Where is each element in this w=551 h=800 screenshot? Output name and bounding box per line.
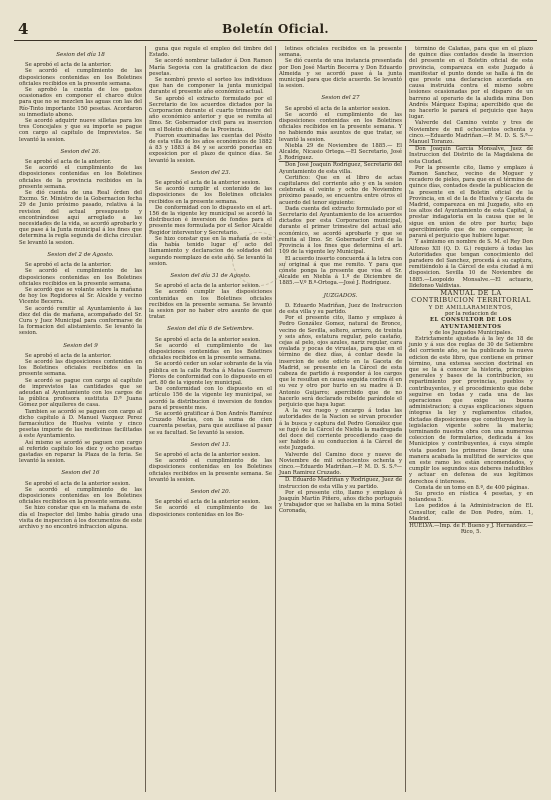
paragraph: Se acordó gratificar á Don Andrés Ramírez Cruzado Macías, con la suma de cien cuarenta pesetas, para que auxiliase al pasar se su facultad. Se levantó la sesion. [149,410,272,436]
paragraph: Se hizo constar que en la mañana de este día el Inspector del limbo había girado una visita de inspeccion á los documentos de este archivo y no encontró infraccion alguna. [19,505,142,531]
columns-container [16,46,537,792]
paragraph: Se aprobó el acta de la anterior. [25,159,112,166]
paragraph: El acuerdo inserto concuerda á la letra con su original á que me remito. Y para que conste ponga la presente que visa el Sr. Alcalde en Niebla á 1.º de Diciembre de 1885.—V.º B.º-Ortega.—José J. Rodríguez. [279,255,402,287]
section-heading: Sesion del 27 [321,95,360,102]
paragraph: D. Eduardo Madriñan y Rodríguez, Juez de instruccion de esta villa y su partido. [279,477,402,490]
paragraph: Así mismo se acordó se paguen con cargo al referido capítulo los diez y ocho pesetas gastadas en reparar la Plaza de la feria. Se levantó la sesion. [19,439,142,465]
paragraph: Valverde del Camino veinte y tres de Noviembre de mil ochocientos ochenta y cinco.—Eduardo Madriñan.—P. M. D. S. S.ª—Manuel Toranzo. [409,120,533,146]
section-heading: Sesion del 16 [61,470,100,477]
section-heading: JUZGADOS. [323,292,358,299]
page-number: 4 [18,20,29,38]
paragraph: Certifico: Que en el libro de actas capitulares del corriente año y en la sesion celebrada el veinte y ocho de Noviembre próximo pasado, se encuentra entre otros el acuerdo del tenor siguiente: [279,174,402,206]
section-heading: Sesion del 23. [190,169,231,176]
section-heading: Sesion del 20. [190,489,231,495]
column-2 [146,46,276,792]
paragraph: letines oficiales recibidos en la presente semana. [279,46,402,59]
paragraph: Se acordó el cumplimiento de las disposiciones contenidas en los Boletines oficiales recibidos en la presente semana. [19,68,142,87]
publication-title: Boletín Oficial. [222,22,329,36]
paragraph: Se acordó el cumplimiento de las disposiciones contenidas en los Boletines oficiales recibidos en la presente semana. Y no habiendo más asuntos de que tratar, se levantó la sesion. [279,111,402,143]
paragraph: Se aprobó el acta de la anterior. [25,262,112,269]
paragraph: Se aprobó el acta de la anterior sesion. [155,499,261,506]
paragraph: Por el presente cito, llamo y emplazo á Joaquín Martín Piñero, años dicho portugués y trabajador que se hallaba en la mina Sotiel Coronada, [279,489,402,515]
column-1 [16,46,146,792]
paragraph: Se acordó el cumplimiento de las disposiciones contenidas en los Boletines oficiales recibidos en la presente semana. [19,486,142,506]
section-heading: Sesion del día 18 [56,52,105,58]
paragraph: Se acordó se pague con cargo al capítulo de imprevistos las cantidades que se adeudan al Ayuntamiento con los cargos de la pública profesora sustituta D.ª Juana Gómez por alquileres de casa. [19,377,142,409]
paragraph: Se aprobó el acta de la anterior. [25,352,112,359]
centered-line: y de los Juzgados Municipales. [429,329,513,336]
paragraph: Se aprobó el acta de la anterior sesion. [155,451,261,458]
paragraph: Don Joaquín García Monsalve, Juez de Instruccion del Distrito de la Magdalena de esta Ciudad. [409,146,533,165]
paragraph: Se acordó el cumplimiento de las disposiciones contenidas en los Boletines oficiales de la provincia recibidos en la presente semana. [19,165,142,190]
paragraph: Tambien se acordó se paguen con cargo al dicho capítulo á D. Manuel Vazquez Perez farmacéutico de Huelva veinte y cinco pesetas importe de las medicinas facilitadas á este Ayuntamiento. [19,408,142,440]
centered-line: CONTRIBUCION TERRITORIAL [411,296,531,305]
paragraph: Estrictamente ajustada á la ley de 18 de junio y á sus dos reglas de 30 de Setiembre del corriente año, se ha publicado la nueva edicion de este libro, que contiene en primer término, una extensa seccion doctrinal en que se la á conocer la historia, principios generales y bases de la contribucion, su repartimiento por provincias, pueblos y contribuyentes, y el procedimiento que debe seguirse en todas y cada una de las operaciones que exige su buena administracion; á cuyas explicaciones siguen íntegras la ley y reglamentos citados, dictadas disposiciones que constituyen hoy la legislacion vigente sobre la materia; terminando nuestra obra con una numerosa coleccion de formularios, dedicada á los Municipios y contribuyentes, á cuya simple vista pueden los primeros llenar de una manera acabada la multitud de servicios que en este ramo les están encomendados, y cumplir los segundos sus deberes ineludibles y actuar en defensa de sus legítimos derechos é intereses. [409,335,533,485]
paragraph: Niebla 29 de Noviembre de 1885.— El Alcalde, Nicasio Ortega.—El Secretario, José J. Rodríguez. [279,142,402,162]
paragraph: Se aprobó el acta de la anterior sesion. [155,283,261,290]
paragraph: Dada cuenta del extracto formulado por el Secretario del Ayuntamiento de los acuerdos dictados por esta Corporacion municipal, durante el primer trimestre del actual año económico, se acordó aprobarle y que se remita al Ilmo. Sr. Gobernador Civil de la Provincia á los fines que determina el art. 109 de la vigente ley Municipal. [279,205,402,256]
paragraph: Se aprobó el acta de la anterior sesion. [155,336,261,343]
paragraph: Se dió cuenta de una instancia presentada por Don José Martín Becerra y Don Eduardo Almeida y se acordó pase á la junta municipal para que dicte acuerdo. Se levantó la sesion. [279,58,402,90]
paragraph: Los pedidos á la Administracion de EL Consultor, calle de Don Pedro, núm. 1, Madrid. [409,503,533,522]
paragraph: Se acordó el cumplimiento de las disposiciones contenidas en los Boletines oficiales recibidos en la presente semana. [19,268,142,287]
paragraph: Se acordó el cumplimiento de las disposiciones contenidas en los Bo- [149,505,272,518]
paragraph: Se aprobó el extracto formulado por el Secretario de los acuerdos dictados por la Corporacion durante el cuarto trimestre del año económico anterior y que se remita al Ilmo. Sr. Gobernador civil para su insercion en el Boletin oficial de la Provincia. [149,95,272,133]
paragraph: Se aprobó el acta de la anterior sesion. [285,105,391,112]
paragraph: Don José Joaquín Rodríguez, Secretario del Ayuntamiento de esta villa. [279,162,402,175]
paragraph: Valverde del Camino doce y nueve de Noviembre de mil ochocientos ochenta y cinco.—Eduardo Madriñan.—P. M. D. S. S.ª—Juan Ramirez Cruzado. [279,451,402,477]
paragraph: Fueron examinadas las cuentas del Pósito de esta villa de los años económicos de 1882 á 83 y 1883 á 84 y se acordó ponerlas en exposicion por el plazo de quince días. Se levantó la sesion. [149,132,272,164]
paragraph: Se acordó el cumplimiento de las disposiciones contenidas en los Boletines oficiales recibidos en la presente semana. [149,342,272,362]
paragraph: Se acordó que se volante sobre la mañana de hoy los Regidores al Sr. Alcalde y vecino Vicente Becerra. [19,286,142,306]
paragraph: Se hizo constar que en la mañana de este día había tenido lugar el acto del llamamiento y declaracion de soldados del segundo reemplazo de este año. Se levantó la sesion. [149,235,272,267]
paragraph: Se acordó el cumplimiento de las disposiciones contenidas en los Boletines oficiales recibidos en la presente semana. Se levantó la sesion. [149,458,272,483]
section-heading: Sesion del 13. [190,441,231,448]
paragraph: Se acordó las disposiciones contenidas en los Boletines oficiales recibidos en la presente semana. [19,358,142,378]
paragraph: Se aprobó el acta de la anterior sesion. [25,480,131,487]
section-heading: Sesion del 2 de Agosto. [47,251,114,258]
paragraph: Se acordó cumplir las disposiciones contenidas en los Boletines oficiales recibidos en la presente semana. Se levantó la sesion por no haber otro asunto de que tratar. [149,289,272,321]
section-heading: Sesion del 26. [60,148,101,155]
paragraph: D. Eduardo Madriñan, Juez de Instruccion de esta villa y su partido. [279,302,402,315]
paragraph: Se aprobó el acta de la anterior. [25,62,112,69]
column-3 [276,46,406,792]
paragraph: Se aprobó la cuenta de los gastos ocasionados en componer el charco dulce para que no se mezclen las aguas con las del Río-Tinto importante 150 pesetas. Acordaron su inmediato abono. [19,87,142,118]
paragraph: Se acordó remitir al Ayuntamiento á las diez del día de mañana, acompañado del Sr. Cura y Juez Municipal para conformarse de la formacion del alistamiento. Se levantó la sesion. [19,305,142,337]
paragraph: Se aprobó el acta de la anterior sesion. [155,180,261,187]
paragraph: Se dió cuenta de una Real órden del Excmo. Sr. Ministro de la Gobernacion fecha 29 de Junio próximo pasado, relativa á la revision del actual presupuesto y encontrándose aquí arreglado a las necesidades de la vida, se acordó aprobarlo y que pase á la Junta municipal á los fines que determina la regla segunda de dicha circular. Se levantó la sesion. [19,190,142,246]
paragraph: Por la presente cito, llamo y emplazo á Ramon Sanchez, vecino de Moguer y recadero de pieles, para que en el término de quince días, contados desde la publicacion de la presente en el Boletin oficial de la Provincia, en el de la de Huelva y Gaceta de Madrid, comparezca en mi Juzgado, sito en los altos del Ayuntamiento de esta Capital, á prestar indagatoria en la causa que se le sigue en union de otro por hurto; bajo apercibimiento que de no comparecer, le parará el perjuicio que hubiere lugar. [409,164,533,240]
paragraph: Se acordó cumplir el contenido de las disposiciones de los Boletines oficiales recibidos en la presente semana. [149,186,272,205]
paragraph: Y asimismo en nombre de S. M. el Rey Don Alfonso XII (Q. D. G.) requiero á todas las Autoridades que tengan conocimiento del paradero del Sanchez, procedá á su captura, remitiéndolo á la Cárcel de esta ciudad á mi disposicion. Sevilla 10 de Noviembre de 1885.—Leopoldo Monsalve.—El actuario, Ildefonso Valdivias. [409,239,533,289]
section-heading: Sesion del 9 [63,342,98,349]
section-heading: Sesion del día 6 de Setiembre. [167,326,254,333]
paragraph: Su precio en rústica 4 pesetas, y en holandesa 5. [409,491,533,504]
paragraph: De conformidad con lo dispuesto en el art. 156 de la vigente ley municipal se acordó la distribucion é inversion de fondos para el presente mes formulada por el Señor Alcalde Regidor interventor y Secretario. [149,204,272,236]
faded-stamp [232,232,286,286]
paragraph: guna que regule el empleo del timbre del Estado. [149,46,272,59]
paragraph: Consta de un tomo en 8.º, de 400 páginas. [415,484,530,491]
paragraph: Se acordó nombrar tallador á Don Ramon María Segovia con la gratificacion de diez pesetas. [149,58,272,77]
column-4 [406,46,536,792]
page-header [14,20,537,41]
centered-line: por la redaccion de [445,311,497,318]
centered-line: HUELVA.—Imp. de F. Bueno y J. Hernandez.—Rico, 5. [409,523,533,536]
paragraph: Se acordó adquirir nueve silletas para los tres Concejales y que su importe se pague con cargo al capítulo de Imprevistos. Se levantó la sesion. [19,118,142,143]
centered-line: EL CONSULTOR DE LOS AYUNTAMIENTOS [430,317,512,330]
paragraph: Se acordó ceder un solar sobrante de la vía pública en la calle Rocha á Matea Guerrero Flores de conformidad con lo dispuesto en el art. 80 de la vigente ley municipal. [149,361,272,386]
paragraph: Por el presente cito, llamo y emplazo á Pedro González Gomez, natural de Bronce, vecino de Sevilla, soltero, arriero, de treinta y seis años, estatura regular, pelo castaño, cejas al pelo, ojos azules, nariz regular, cara ovalada y pocas de viruelas, para que en el término de diez días, á contar desde la insercion de este edicto en la Gaceta de Madrid, se presente en la Cárcel de esta cabeza de partido á responder á los cargos que le resultan en causa seguida contra él en su vez y otro por hurto en su madre á D. Antonio Guijarro; apercibido que de no hacerlo será declarado rebelde parándole el perjuicio que haya lugar. [279,315,402,408]
paragraph: término de Calañas, para que en el plazo de quince días contados desde la insercion del presente en el Boletin oficial de esta provincia, comparezca en este Juzgado á manifestar el punto donde se halla á fin de que preste una declaracion acordada en causa instruida contra el mismo sobre lesiones ocasionadas por el disparo de un barreno al operario de la aludida mina Don Andrés Márquez Espina; apercibido que de no hacerlo le parará el perjuicio que haya lugar. [409,46,533,121]
paragraph: Se nombró previo el sorteo los individuos que han de componer la junta municipal durante el presente año económico actual. [149,77,272,96]
centered-line: MANUAL DE LA [440,288,502,297]
section-heading: Sesion del día 31 de Agosto. [170,272,251,279]
paragraph: De conformidad con lo dispuesto en el artículo 156 de la vigente ley municipal, se acordó la distribucion é inversion de fondos para el presente mes. [149,386,272,411]
paragraph: A la vez ruego y encargo á todas las autoridades de la Nacion se sirvan proceder á la busca y captura del Pedro González que se fugó de la Cárcel de Niebla la madrugada del doce del corriente procediendo caso de ser habido á su conduccion á la Cárcel de este Juzgado. [279,408,402,452]
centered-line: Y DE AMILLARAMIENTOS, [428,304,514,311]
